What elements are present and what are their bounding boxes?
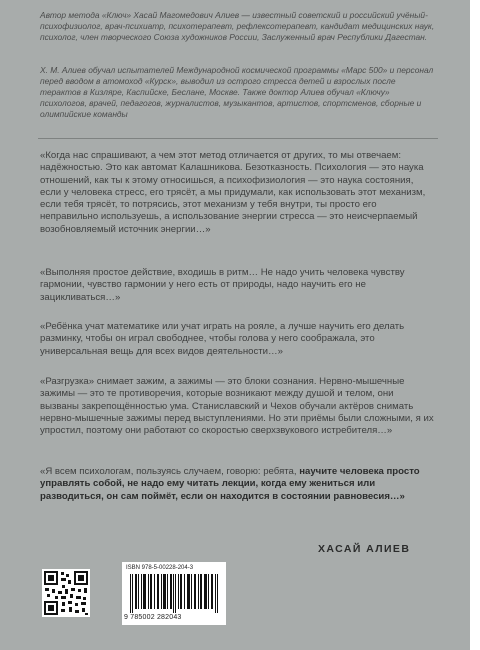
qr-code-image [42,569,90,617]
quote-rhythm: «Выполняя простое действие, входишь в ритм… Не надо учить человека чувству гармонии, чувство гармонии у него есть от природы, надо научить его не зацикливаться…» [40,267,405,303]
quote-psychologists-bold: научите человека просто управлять собой, не надо ему читать лекции, когда ему жениться или разводиться, он сам поймёт, если он находится в состоянии равновесия…» [40,466,420,502]
barcode [122,562,226,625]
barcode-bars [130,574,218,613]
page-edge [470,0,480,650]
quote-children: «Ребёнка учат математике или учат играть на рояле, а лучше научить его делать разминку, чтобы он играл свободнее, чтобы голова у него соображала, это универсальная вещь для всех видов деятельности…» [40,321,405,357]
author-achievements-paragraph: Х. М. Алиев обучал испытателей Международной космической программы «Марс 500» и персонал перед вводом в атомоход «Курск», выводил из острого стресса детей и взрослых после терактов в Кизляре, Каспийске, Беслане, Москве. Также доктор Алиев обучал «Ключу» психологов, врачей, педагогов, журналистов, музыкантов, артистов, спортсменов, сборные и олимпийские команды [40,65,434,119]
author-bio-paragraph: Автор метода «Ключ» Хасай Магомедович Алиев — известный советский и российский учёный-психофизиолог, врач-психиатр, психотерапевт, рефлексотерапевт, кандидат медицинских наук, психолог, член творческого Союза художников России, Заслуженный врач Республики Дагестан. [40,10,435,42]
quote-psychologists-normal: «Я всем психологам, пользуясь случаем, говорю: ребята, [40,466,300,477]
divider [38,138,438,139]
barcode-number: 9 785002 282043 [124,614,182,621]
isbn: ISBN 978-5-00228-204-3 [126,565,194,571]
quote-psychologists [40,466,435,503]
qr-code [42,569,90,617]
quote-unloading: «Разгрузка» снимает зажим, а зажимы — это блоки сознания. Нервно-мышечные зажимы — это те противоречия, которые возникают между душой и телом, они вызваны закрепощённостью ума. Станиславский и Чехов обучали актёров снимать нервно-мышечные зажимы перед выступлениями. Но эти приёмы были сложными, я их упростил, поэтому они работают со скоростью сверхзвукового истребителя…» [40,376,434,437]
quote-reliability: «Когда нас спрашивают, а чем этот метод отличается от других, то мы отвечаем: надёжностью. Это как автомат Калашникова. Безотказность. Психология — это наука отношений, как ты к этому относишься, а психофизиология — это наука состояния, если у человека стресс, его трясёт, а мы придумали, как использовать этот механизм, если тебя трясёт, то потрясись, этот механизм у тебя внутри, ты просто его неправильно используешь, а использование энергии стресса — это неисчерпаемый возобновляемый источник энергии…» [40,150,426,235]
author-name: ХАСАЙ АЛИЕВ [318,543,411,555]
